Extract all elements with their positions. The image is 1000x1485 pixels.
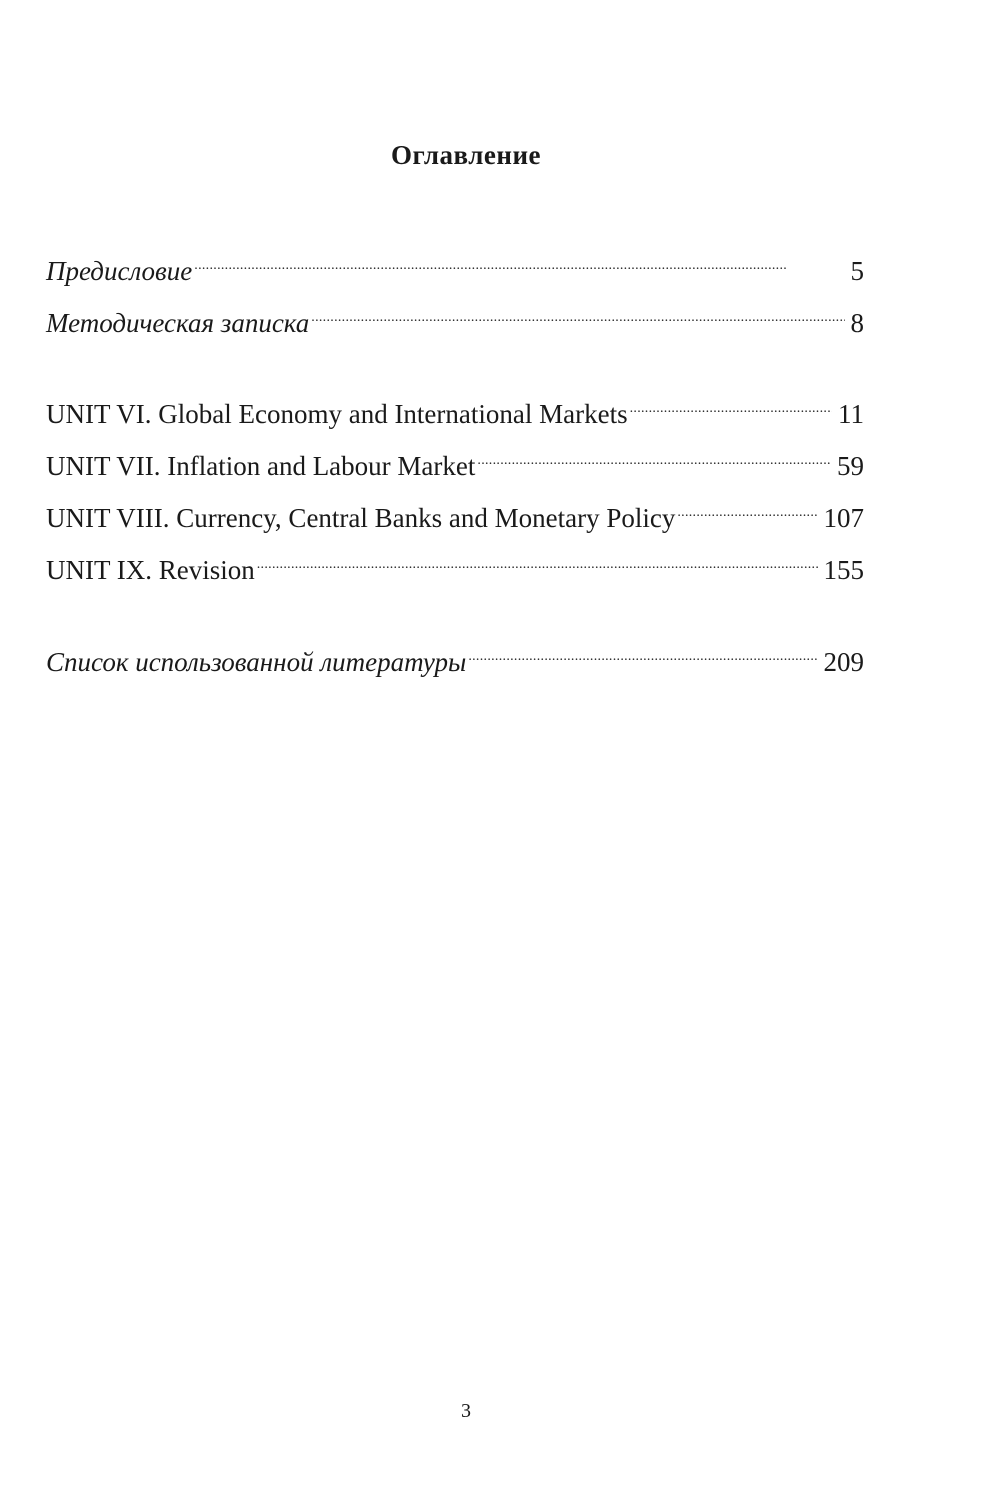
page-number: 3 [461,1400,471,1422]
toc-entry-page: 59 [837,451,864,481]
toc-entry-label: UNIT VII. Inflation and Labour Market [46,451,476,481]
toc-entry-label: Предисловие [46,256,193,286]
dot-leader [477,441,831,475]
toc-entry-page: 209 [823,647,864,677]
page-title: Оглавление [391,140,541,170]
toc-entry-page: 155 [823,555,864,585]
toc-entry-label: UNIT VI. Global Economy and International Markets [46,399,628,429]
dot-leader [257,545,818,579]
toc-entry-page: 11 [838,399,864,429]
toc-entry-label: Список использованной литературы [46,647,467,677]
toc-entry-label: UNIT VIII. Currency, Central Banks and Monetary Policy [46,503,676,533]
toc-entry-preface [46,246,864,288]
toc-entry-label: UNIT IX. Revision [46,555,255,585]
dot-leader [630,389,832,423]
toc-entry-unit-9 [46,545,864,587]
dot-leader [194,246,844,280]
toc-entry-bibliography [46,637,864,679]
toc-entry-unit-8 [46,493,864,535]
toc-entry-page: 5 [850,256,864,286]
toc-entry-methodological-note [46,298,864,340]
dot-leader [677,493,817,527]
dot-leader [311,298,844,332]
toc-entry-unit-7 [46,441,864,483]
toc-entry-page: 107 [823,503,864,533]
toc-entry-label: Методическая записка [46,308,310,338]
toc-entry-page: 8 [850,308,864,338]
dot-leader [468,637,817,671]
toc-entry-unit-6 [46,389,864,431]
